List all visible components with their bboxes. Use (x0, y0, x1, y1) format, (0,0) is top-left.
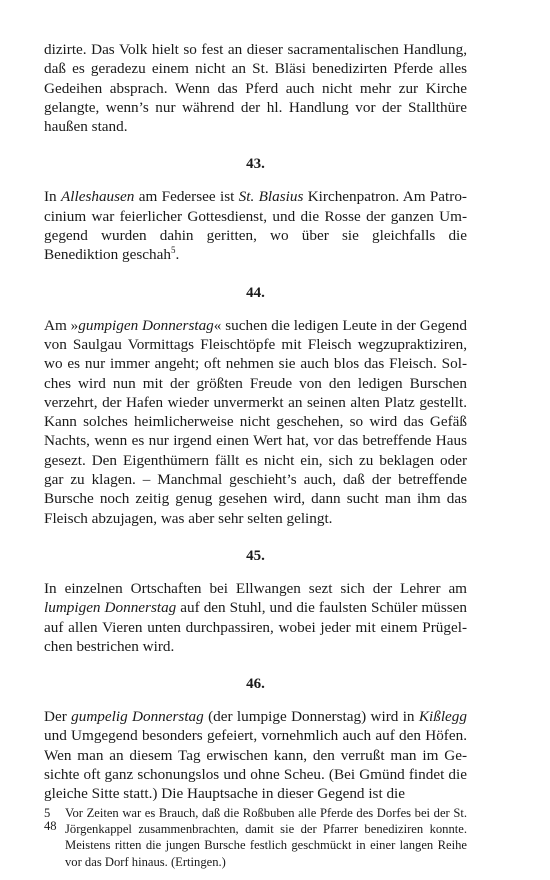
s44-text-1: Am » (44, 316, 79, 334)
s45-italic-term: lumpigen Donnerstag (44, 599, 177, 617)
footnote-5 (44, 805, 467, 871)
intro-paragraph (44, 40, 467, 136)
footnote-text: Vor Zeiten war es Brauch, daß die Roßbuben alle Pferde des Dorfes bei der St. Jörgenkappel zusammenbrachten, damit sie der Pfarrer benediziren konnte. Meistens ritten die jungen Bursche festlich geschmückt in einer langen Reihe vor das Dorf hinaus. (Ertingen.) (65, 805, 467, 869)
s43-italic-place: Alleshausen (61, 188, 135, 206)
section-heading-44: 44. (246, 284, 265, 301)
footnote-number: 5 (44, 805, 51, 820)
intro-text: dizirte. Das Volk hielt so fest an dieser sacramentalischen Handlung, daß es geradezu einem nicht an St. Bläsi benedizirten Pferde alles Gedeihen absprach. Wenn das Pferd auch nicht mehr zur Kirche gelangte, wenn’s nur während der hl. Handlung vor der Stallthüre haußen stand. (44, 41, 467, 136)
s43-text-3: Kirchenpatron. Am Patrocinium war feierlicher Gottesdienst, und die Rosse der ganzen Umgegend wurden dahin geritten, wo über sie gleichfalls die Benediktion geschah (44, 188, 467, 264)
section-44-paragraph (44, 316, 467, 528)
book-page (44, 40, 467, 870)
s43-text-1: In (44, 188, 61, 206)
page-number: 48 (44, 819, 57, 833)
s46-text-1: Der (44, 708, 72, 726)
section-heading-43: 43. (246, 156, 265, 173)
s44-italic-term: gumpigen Donnerstag (78, 316, 214, 334)
footnotes (44, 805, 467, 871)
section-46-paragraph (44, 707, 467, 803)
s43-italic-saint: St. Blasius (238, 188, 304, 206)
s44-text-2: « suchen die ledigen Leute in der Gegend von Saulgau Vormittags Fleischtöpfe mit Fleisch wegzupraktiziren, wo es nur immer angeht; oft nehmen sie auch blos das Fleisch. Solches wird nun mit der größten Freude von den ledigen Burschen verzehrt, der Hafen wieder unvermerkt an seinen alten Platz gestellt. Kann solches heimlicherweise nicht geschehen, so wird das Gefäß Nachts, wenn es nur irgend einen Wert hat, vor das betreffende Haus gesezt. Den Eigenthümern fällt es nicht ein, sich zu beklagen oder gar zu klagen. – Manchmal geschieht’s auch, daß der betreffende Bursche noch zeitig genug gesehen wird, dann sucht man ihm das Fleisch abzujagen, was aber sehr selten gelingt. (44, 316, 467, 527)
s46-text-3: und Umgegend besonders gefeiert, vornehmlich auch auf den Höfen. Wen man an diesem Tag erwischen kann, den verrußt man im Gesichte oft ganz schonungslos und ohne Scheu. (Bei Gmünd findet die gleiche Sitte statt.) Die Hauptsache in dieser Gegend ist die (44, 727, 467, 803)
section-45-paragraph (44, 579, 467, 656)
footnote-ref-5: 5 (170, 245, 176, 256)
s46-text-2: (der lumpige Donnerstag) wird in (203, 708, 419, 726)
s43-text-2: am Federsee ist (134, 188, 239, 206)
s45-text-1: In einzelnen Ortschaften bei Ellwangen sezt sich der Lehrer am (44, 579, 467, 597)
section-heading-46: 46. (246, 676, 265, 693)
section-heading-45: 45. (246, 547, 265, 564)
s46-italic-place: Kißlegg (418, 708, 467, 726)
section-43-paragraph (44, 187, 467, 264)
s46-italic-term: gumpelig Donnerstag (71, 708, 204, 726)
s45-text-2: auf den Stuhl, und die faulsten Schüler müssen auf allen Vieren unten durchpassiren, wobei jeder mit einem Prügelchen bestrichen wird. (44, 599, 467, 655)
s43-text-4: . (175, 246, 180, 264)
